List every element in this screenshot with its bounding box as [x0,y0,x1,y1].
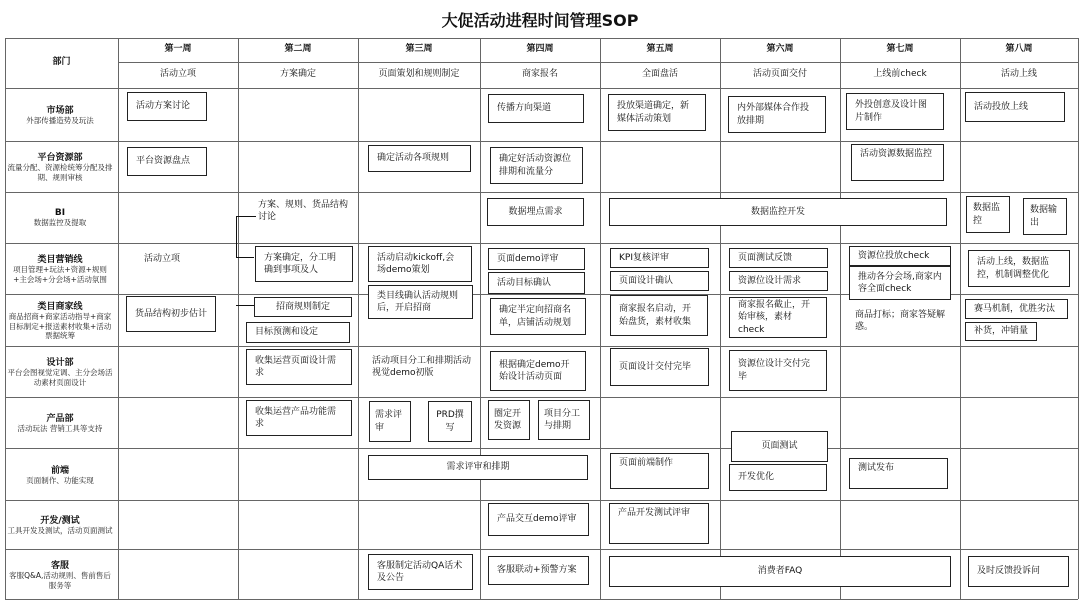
task-box: PRD撰写 [428,401,472,442]
task-box: 圈定开发资源 [488,400,530,440]
task-box: 根据确定demo开始设计活动页面 [490,351,586,391]
task-box: 客服联动+预警方案 [488,556,589,585]
task-box: 数据埋点需求 [487,198,584,226]
dept-desc: 项目管理+玩法+资源+规则+主会场+分会场+活动氛围 [13,265,107,284]
week-7-name: 第七周 [886,44,914,55]
task-box: 页面demo评审 [488,248,585,270]
dept-customer-service [5,549,115,599]
task-box: 方案确定，分工明确到事项及人 [255,246,353,282]
dept-name: 开发/测试 [40,516,80,527]
page-title: 大促活动进程时间管理SOP [441,11,639,30]
dept-name: 类目营销线 [37,255,83,266]
task-box: 商家报名截止，开始审核，素材check [729,297,827,338]
grid-line [960,38,961,599]
dept-design [5,346,115,397]
grid-line [358,38,359,599]
week-5-name: 第五周 [646,44,674,55]
task-box: 活动上线，数据监控，机制调整优化 [968,250,1070,287]
task-box: 招商规则制定 [254,297,352,317]
task-box: 数据监控 [966,196,1010,233]
task-box: 消费者FAQ [609,556,951,587]
task-box: 类目线确认活动规则后，开启招商 [368,285,473,319]
grid-line [1078,38,1079,599]
task-box: 需求评审 [369,401,411,442]
dept-category-marketing [5,243,115,294]
task-box: 页面设计确认 [610,271,709,291]
dept-platform-resources [5,141,115,192]
grid-line [5,192,1078,193]
task-box: 资源位投放check [849,246,951,266]
dept-desc: 工具开发及测试，活动页面测试 [7,526,113,536]
task-box: 开发优化 [729,464,827,491]
task-note: 活动项目分工和排期活动视觉demo初版 [372,356,472,379]
connector-line [236,257,254,258]
task-box: 收集运营产品功能需求 [246,400,352,436]
dept-desc: 平台会图视觉定调、主分会场活动素材页面设计 [7,368,113,387]
task-box: 活动启动kickoff,会场demo策划 [368,246,472,282]
task-box: 页面设计交付完毕 [610,348,709,386]
task-box: 商家报名启动，开始盘货，素材收集 [610,295,708,336]
dept-bi [5,192,115,243]
week-6-theme: 活动页面交付 [752,69,807,80]
task-box: 需求评审和排期 [368,455,588,480]
grid-line [5,397,1078,398]
task-box: 资源位设计交付完毕 [729,350,827,391]
task-box: 客服制定活动QA话术及公告 [368,554,473,590]
task-box: 页面前端制作 [610,453,709,489]
grid-line [5,346,1078,347]
dept-marketing [5,88,115,141]
task-box: 测试发布 [849,458,948,489]
connector-line [236,216,256,217]
connector-line [236,305,254,306]
task-box: 活动投放上线 [965,92,1065,122]
grid-line [5,500,1078,501]
task-box: 项目分工与排期 [538,400,590,440]
dept-desc: 数据监控及提取 [33,217,87,227]
week-7-theme: 上线前check [873,69,927,80]
grid-line [5,448,1078,449]
task-box: 产品开发测试评审 [609,503,709,544]
week-4-theme: 商家报名 [521,69,558,80]
task-box: 确定好活动资源位排期和流量分 [490,147,583,184]
task-box: 内外部媒体合作投放排期 [728,96,826,133]
dept-name: 产品部 [46,414,74,425]
grid-line [118,38,119,599]
dept-desc: 客服Q&A,活动规则、售前售后服务等 [9,570,111,590]
task-box: 及时反馈投诉问 [968,556,1069,587]
grid-line [238,38,239,599]
week-6-name: 第六周 [766,44,794,55]
task-box: 活动目标确认 [488,272,585,294]
task-box: 投放渠道确定，新媒体活动策划 [608,94,706,131]
grid-line [5,141,1078,142]
dept-desc: 活动玩法 营销工具等支持 [17,424,103,434]
dept-name: 类目商家线 [37,301,83,312]
task-box: 产品交互demo评审 [488,503,589,536]
task-note: 方案、规则、货品结构讨论 [258,200,349,223]
week-3-theme: 页面策划和规则制定 [378,69,460,80]
task-box: KPI复核评审 [610,248,709,268]
task-box: 传播方向渠道 [488,94,584,123]
dept-name: 平台资源部 [37,153,83,164]
week-8-name: 第八周 [1005,44,1033,55]
week-3-name: 第三周 [405,44,433,55]
dept-product [5,397,115,448]
grid-line [5,599,1078,600]
task-box: 确定半定向招商名单，店铺活动规划 [490,298,586,335]
connector-line [236,216,237,258]
task-box: 资源位设计需求 [729,271,828,291]
week-2-name: 第二周 [284,44,312,55]
dept-dev-test [5,500,115,549]
dept-name: 客服 [50,560,69,571]
task-note: 活动立项 [144,254,181,264]
task-box: 活动方案讨论 [127,92,207,121]
task-note: 商品打标；商家答疑解惑。 [855,310,946,333]
dept-frontend [5,448,115,500]
task-box: 页面测试反馈 [729,248,828,268]
dept-header: 部门 [52,57,71,68]
task-box: 补货，冲销量 [965,322,1037,341]
task-box: 目标预测和设定 [246,322,350,343]
week-1-name: 第一周 [164,44,192,55]
task-box: 活动资源数据监控 [851,144,944,181]
week-2-theme: 方案确定 [279,69,316,80]
task-box: 数据输出 [1023,198,1067,235]
dept-desc: 流量分配、资源检统筹分配及排期、规则审核 [7,163,113,182]
task-box: 页面测试 [731,431,828,462]
grid-line [5,549,1078,550]
grid-line [5,243,1078,244]
grid-line [600,38,601,599]
task-box: 货品结构初步估计 [126,296,216,332]
dept-name: 前端 [50,465,69,476]
dept-name: BI [54,207,66,218]
dept-desc: 商品招商+商家活动指导+商家目标制定+报送素材收集+活动票据统筹 [8,311,112,341]
grid-line [480,38,481,599]
task-box: 平台资源盘点 [127,147,207,176]
grid-line [720,38,721,599]
week-8-theme: 活动上线 [1000,69,1037,80]
dept-desc: 页面制作、功能实现 [26,475,94,485]
dept-name: 设计部 [46,358,74,369]
task-box: 推动各分会场,商家内容全面check [849,266,951,300]
task-box: 确定活动各项规则 [368,145,471,172]
task-box: 赛马机制，优胜劣汰 [965,299,1068,319]
week-1-theme: 活动立项 [159,69,196,80]
week-4-name: 第四周 [526,44,554,55]
grid-line [840,38,841,599]
week-5-theme: 全面盘活 [641,69,678,80]
task-box: 收集运营页面设计需求 [246,349,352,385]
task-box: 外投创意及设计图片制作 [846,93,944,130]
grid-line [5,88,1078,89]
dept-name: 市场部 [46,106,74,117]
task-box: 数据监控开发 [609,198,947,226]
dept-desc: 外部传播造势及玩法 [26,116,94,126]
dept-category-merchants [5,294,115,346]
